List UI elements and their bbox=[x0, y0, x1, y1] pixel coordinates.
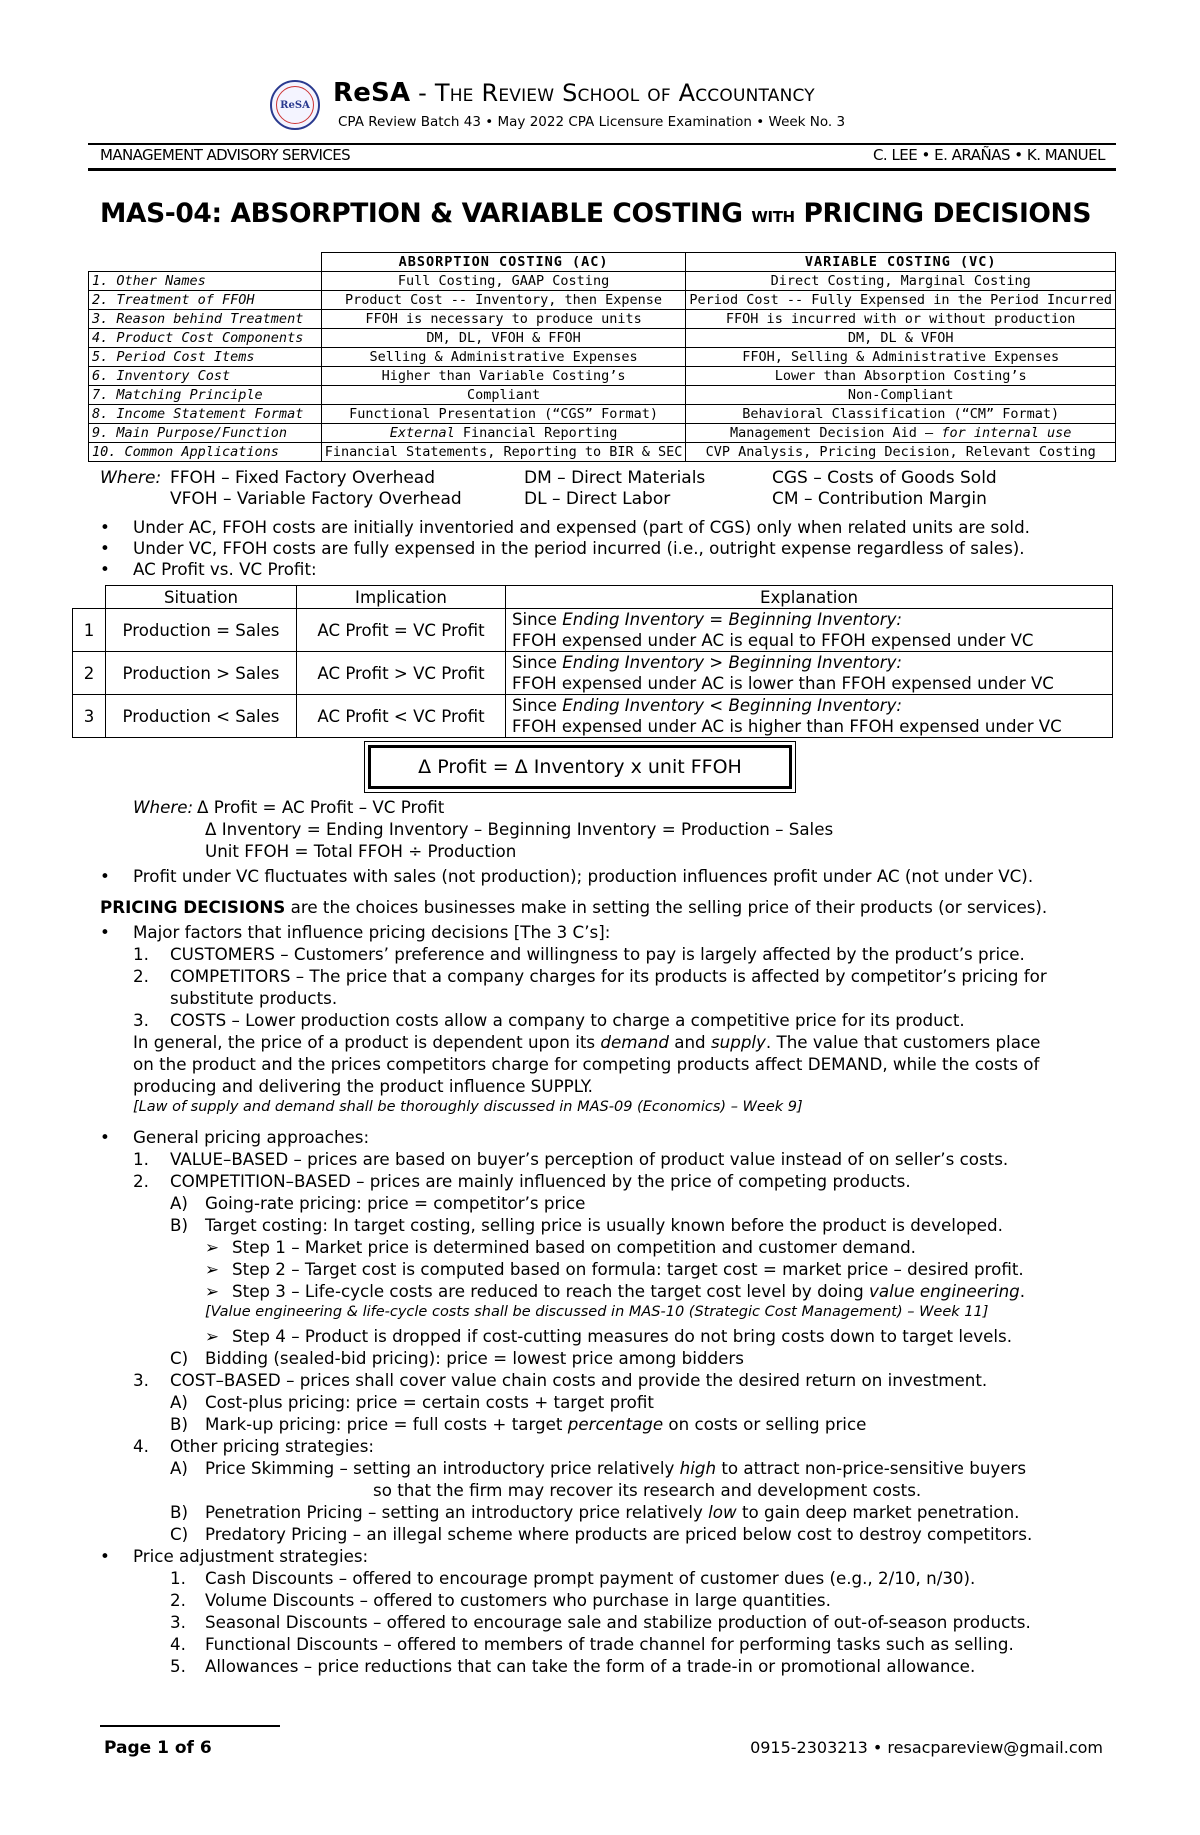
vc-cell: DM, DL & VFOH bbox=[686, 329, 1116, 348]
list-letter: C) bbox=[170, 1348, 189, 1368]
list-number: 3. bbox=[133, 1010, 149, 1030]
ac-text: Financial Reporting bbox=[454, 424, 618, 441]
bullet: • bbox=[100, 559, 110, 579]
bullet: • bbox=[100, 922, 110, 942]
list-letter: B) bbox=[170, 1215, 188, 1235]
where-label: Where: bbox=[133, 797, 194, 817]
bullet-text: Profit under VC fluctuates with sales (not production); production influences profit under AC (not under VC). bbox=[133, 866, 1034, 886]
situation-cell: Production < Sales bbox=[106, 695, 297, 738]
row-number: 2 bbox=[73, 652, 106, 695]
vc-cell bbox=[686, 424, 1116, 443]
paragraph-line bbox=[133, 1032, 1040, 1052]
bullet-text: General pricing approaches: bbox=[133, 1127, 370, 1147]
list-item: Volume Discounts – offered to customers who purchase in large quantities. bbox=[205, 1590, 831, 1610]
text: Step 3 – Life-cycle costs are reduced to reach the target cost level by doing bbox=[232, 1281, 870, 1301]
paragraph-line: on the product and the prices competitors charge for competing products affect DEMAND, while the costs of bbox=[133, 1054, 1040, 1074]
sub-item bbox=[205, 1458, 1026, 1478]
text: on costs or selling price bbox=[663, 1414, 867, 1434]
step-item: Step 1 – Market price is determined based on competition and customer demand. bbox=[232, 1237, 916, 1257]
sub-item: Bidding (sealed-bid pricing): price = lowest price among bidders bbox=[205, 1348, 744, 1368]
header-situation: Situation bbox=[106, 586, 297, 609]
list-number: 1. bbox=[133, 944, 149, 964]
bullet: • bbox=[100, 538, 110, 558]
legend-dl: DL – Direct Labor bbox=[524, 489, 671, 509]
list-item: COSTS – Lower production costs allow a company to charge a competitive price for its product. bbox=[170, 1010, 965, 1030]
row-label: 5. Period Cost Items bbox=[89, 348, 322, 367]
table-row bbox=[73, 652, 1113, 695]
title-part1: MAS-04: ABSORPTION & VARIABLE COSTING bbox=[100, 198, 752, 229]
list-letter: B) bbox=[170, 1502, 188, 1522]
page-title bbox=[100, 198, 1110, 229]
where-label: Where: bbox=[100, 468, 162, 488]
row-label: 1. Other Names bbox=[89, 272, 322, 291]
page-number: Page 1 of 6 bbox=[104, 1738, 212, 1758]
implication-cell: AC Profit > VC Profit bbox=[297, 652, 506, 695]
row-label: 7. Matching Principle bbox=[89, 386, 322, 405]
bullet-text: Under AC, FFOH costs are initially inventoried and expensed (part of CGS) only when related units are sold. bbox=[133, 517, 1030, 537]
bullet-text: Price adjustment strategies: bbox=[133, 1546, 369, 1566]
sub-item: Predatory Pricing – an illegal scheme where products are priced below cost to destroy competitors. bbox=[205, 1524, 1033, 1544]
table-row bbox=[89, 405, 1116, 424]
vc-cell: CVP Analysis, Pricing Decision, Relevant Costing bbox=[686, 443, 1116, 462]
explanation-text: FFOH expensed under AC is lower than FFOH expensed under VC bbox=[512, 674, 1054, 693]
list-letter: B) bbox=[170, 1414, 188, 1434]
row-number: 3 bbox=[73, 695, 106, 738]
ac-cell: Compliant bbox=[321, 386, 686, 405]
step-item bbox=[232, 1281, 1025, 1301]
row-label: 3. Reason behind Treatment bbox=[89, 310, 322, 329]
implication-cell: AC Profit = VC Profit bbox=[297, 609, 506, 652]
vc-text: Management Decision Aid – bbox=[729, 424, 942, 441]
vc-cell: Lower than Absorption Costing’s bbox=[686, 367, 1116, 386]
list-item: COMPETITION–BASED – prices are mainly influenced by the price of competing products. bbox=[170, 1171, 911, 1191]
explanation-cell bbox=[506, 652, 1113, 695]
list-number: 2. bbox=[170, 1590, 186, 1610]
text: . The value that customers place bbox=[765, 1032, 1041, 1052]
row-label: 10. Common Applications bbox=[89, 443, 322, 462]
list-letter: C) bbox=[170, 1524, 189, 1544]
list-number: 2. bbox=[133, 1171, 149, 1191]
arrow-icon: ➢ bbox=[205, 1259, 219, 1279]
contact-info: 0915-2303213 • resacpareview@gmail.com bbox=[750, 1738, 1103, 1757]
list-number: 4. bbox=[133, 1436, 149, 1456]
since-text: Since bbox=[512, 610, 563, 629]
since-text: Since bbox=[512, 696, 563, 715]
text: to gain deep market penetration. bbox=[736, 1502, 1020, 1522]
table-row bbox=[89, 367, 1116, 386]
bullet: • bbox=[100, 1546, 110, 1566]
ac-cell: Full Costing, GAAP Costing bbox=[321, 272, 686, 291]
footer-rule bbox=[100, 1725, 280, 1727]
header-implication: Implication bbox=[297, 586, 506, 609]
header-rule-top bbox=[88, 143, 1116, 145]
list-number: 1. bbox=[170, 1568, 186, 1588]
bullet-text: AC Profit vs. VC Profit: bbox=[133, 559, 317, 579]
list-item: COMPETITORS – The price that a company charges for its products is affected by competitor’s pricing for bbox=[170, 966, 1047, 986]
list-item: Functional Discounts – offered to members of trade channel for performing tasks such as selling. bbox=[205, 1634, 1014, 1654]
situation-cell: Production = Sales bbox=[106, 609, 297, 652]
legend-cgs: CGS – Costs of Goods Sold bbox=[772, 468, 997, 488]
bullet-text: Under VC, FFOH costs are fully expensed in the period incurred (i.e., outright expense regardless of sales). bbox=[133, 538, 1025, 558]
explanation-text: FFOH expensed under AC is higher than FFOH expensed under VC bbox=[512, 717, 1062, 736]
brand-title bbox=[333, 78, 815, 108]
text: and bbox=[668, 1032, 711, 1052]
list-number: 4. bbox=[170, 1634, 186, 1654]
row-label: 4. Product Cost Components bbox=[89, 329, 322, 348]
legend-cm: CM – Contribution Margin bbox=[772, 489, 987, 509]
arrow-icon: ➢ bbox=[205, 1326, 219, 1346]
list-item-cont: substitute products. bbox=[170, 988, 338, 1008]
text: In general, the price of a product is dependent upon its bbox=[133, 1032, 601, 1052]
vc-cell: FFOH is incurred with or without production bbox=[686, 310, 1116, 329]
row-label: 9. Main Purpose/Function bbox=[89, 424, 322, 443]
bullet: • bbox=[100, 866, 110, 886]
text-italic: low bbox=[708, 1502, 737, 1522]
list-number: 5. bbox=[170, 1656, 186, 1676]
table-row bbox=[89, 329, 1116, 348]
table-row bbox=[89, 443, 1116, 462]
list-item: Other pricing strategies: bbox=[170, 1436, 375, 1456]
title-with: WITH bbox=[751, 208, 795, 226]
list-number: 1. bbox=[133, 1149, 149, 1169]
explanation-cell bbox=[506, 695, 1113, 738]
condition-text: Ending Inventory < Beginning Inventory: bbox=[562, 696, 903, 715]
condition-text: Ending Inventory = Beginning Inventory: bbox=[562, 610, 903, 629]
subject-label: MANAGEMENT ADVISORY SERVICES bbox=[100, 146, 351, 164]
resa-logo bbox=[270, 80, 320, 130]
sub-item bbox=[205, 1414, 866, 1434]
table-row bbox=[89, 348, 1116, 367]
note-line: [Value engineering & life-cycle costs shall be discussed in MAS-10 (Strategic Cost Management) – Week 11] bbox=[205, 1304, 989, 1320]
bullet: • bbox=[100, 1127, 110, 1147]
sub-item bbox=[205, 1502, 1020, 1522]
since-text: Since bbox=[512, 653, 563, 672]
text: Price Skimming – setting an introductory price relatively bbox=[205, 1458, 680, 1478]
table-row bbox=[89, 272, 1116, 291]
sub-item: Going-rate pricing: price = competitor’s price bbox=[205, 1193, 586, 1213]
text-italic: value engineering bbox=[869, 1281, 1020, 1301]
blank-header bbox=[73, 586, 106, 609]
situation-cell: Production > Sales bbox=[106, 652, 297, 695]
list-item: Cash Discounts – offered to encourage prompt payment of customer dues (e.g., 2/10, n/30). bbox=[205, 1568, 976, 1588]
note-line: [Law of supply and demand shall be thoroughly discussed in MAS-09 (Economics) – Week 9] bbox=[133, 1099, 803, 1115]
sub-item: Target costing: In target costing, selling price is usually known before the product is developed. bbox=[205, 1215, 1003, 1235]
legend-dm: DM – Direct Materials bbox=[524, 468, 706, 488]
legend-vfoh: VFOH – Variable Factory Overhead bbox=[170, 489, 462, 509]
pricing-intro bbox=[100, 897, 1047, 917]
explanation-cell bbox=[506, 609, 1113, 652]
formula-def-2: Δ Inventory = Ending Inventory – Beginning Inventory = Production – Sales bbox=[205, 819, 834, 839]
header-absorption: ABSORPTION COSTING (AC) bbox=[321, 253, 686, 272]
brand-rest: - The Review School of Accountancy bbox=[410, 79, 815, 107]
ac-cell: Financial Statements, Reporting to BIR & SEC bbox=[321, 443, 686, 462]
table-row bbox=[89, 291, 1116, 310]
header-rule-bottom bbox=[88, 168, 1116, 171]
delta-profit-formula: Δ Profit = Δ Inventory x unit FFOH bbox=[368, 745, 792, 789]
list-item: Seasonal Discounts – offered to encourage sale and stabilize production of out-of-season products. bbox=[205, 1612, 1031, 1632]
condition-text: Ending Inventory > Beginning Inventory: bbox=[562, 653, 903, 672]
sub-item-cont: so that the firm may recover its research and development costs. bbox=[373, 1480, 922, 1500]
table-row bbox=[73, 609, 1113, 652]
list-letter: A) bbox=[170, 1193, 188, 1213]
list-item: VALUE–BASED – prices are based on buyer’s perception of product value instead of on seller’s costs. bbox=[170, 1149, 1009, 1169]
header-explanation: Explanation bbox=[506, 586, 1113, 609]
row-label: 8. Income Statement Format bbox=[89, 405, 322, 424]
explanation-text: FFOH expensed under AC is equal to FFOH expensed under VC bbox=[512, 631, 1034, 650]
vc-cell: FFOH, Selling & Administrative Expenses bbox=[686, 348, 1116, 367]
authors-label: C. LEE • E. ARAÑAS • K. MANUEL bbox=[872, 146, 1105, 164]
row-label: 2. Treatment of FFOH bbox=[89, 291, 322, 310]
step-item: Step 2 – Target cost is computed based on formula: target cost = market price – desired profit. bbox=[232, 1259, 1024, 1279]
header-variable: VARIABLE COSTING (VC) bbox=[686, 253, 1116, 272]
costing-comparison-table bbox=[88, 252, 1116, 462]
text: to attract non-price-sensitive buyers bbox=[716, 1458, 1027, 1478]
row-number: 1 bbox=[73, 609, 106, 652]
brand-subtitle: CPA Review Batch 43 • May 2022 CPA Licensure Examination • Week No. 3 bbox=[338, 114, 846, 130]
brand-resa: ReSA bbox=[333, 78, 411, 108]
legend-ffoh: FFOH – Fixed Factory Overhead bbox=[170, 468, 436, 488]
title-part2: PRICING DECISIONS bbox=[794, 198, 1092, 229]
blank-header bbox=[89, 253, 322, 272]
profit-comparison-table bbox=[72, 585, 1113, 738]
ac-italic: External bbox=[389, 424, 455, 441]
list-letter: A) bbox=[170, 1458, 188, 1478]
list-item: COST–BASED – prices shall cover value chain costs and provide the desired return on investment. bbox=[170, 1370, 988, 1390]
text: . bbox=[1019, 1281, 1026, 1301]
ac-cell: FFOH is necessary to produce units bbox=[321, 310, 686, 329]
text: Penetration Pricing – setting an introductory price relatively bbox=[205, 1502, 709, 1522]
table-header-row bbox=[73, 586, 1113, 609]
logo-text: ReSA bbox=[276, 86, 314, 124]
list-number: 3. bbox=[133, 1370, 149, 1390]
text: Mark-up pricing: price = full costs + target bbox=[205, 1414, 568, 1434]
table-row bbox=[89, 424, 1116, 443]
sub-item: Cost-plus pricing: price = certain costs + target profit bbox=[205, 1392, 654, 1412]
formula-def-3: Unit FFOH = Total FFOH ÷ Production bbox=[205, 841, 517, 861]
list-number: 3. bbox=[170, 1612, 186, 1632]
bullet-text: Major factors that influence pricing decisions [The 3 C’s]: bbox=[133, 922, 611, 942]
vc-cell: Behavioral Classification (“CM” Format) bbox=[686, 405, 1116, 424]
step-item: Step 4 – Product is dropped if cost-cutting measures do not bring costs down to target levels. bbox=[232, 1326, 1013, 1346]
ac-cell: Product Cost -- Inventory, then Expense bbox=[321, 291, 686, 310]
pricing-intro-text: are the choices businesses make in setting the selling price of their products (or services). bbox=[285, 897, 1048, 917]
arrow-icon: ➢ bbox=[205, 1237, 219, 1257]
ac-cell: Selling & Administrative Expenses bbox=[321, 348, 686, 367]
pricing-heading: PRICING DECISIONS bbox=[100, 897, 286, 917]
table-header-row bbox=[89, 253, 1116, 272]
text-italic: demand bbox=[600, 1032, 669, 1052]
vc-italic: for internal use bbox=[941, 424, 1072, 441]
ac-cell: Functional Presentation (“CGS” Format) bbox=[321, 405, 686, 424]
arrow-icon: ➢ bbox=[205, 1281, 219, 1301]
text-italic: supply bbox=[710, 1032, 766, 1052]
paragraph-line: producing and delivering the product influence SUPPLY. bbox=[133, 1076, 593, 1096]
vc-cell: Direct Costing, Marginal Costing bbox=[686, 272, 1116, 291]
ac-cell: Higher than Variable Costing’s bbox=[321, 367, 686, 386]
table-row bbox=[89, 386, 1116, 405]
bullet: • bbox=[100, 517, 110, 537]
list-item: Allowances – price reductions that can take the form of a trade-in or promotional allowance. bbox=[205, 1656, 976, 1676]
ac-cell: DM, DL, VFOH & FFOH bbox=[321, 329, 686, 348]
implication-cell: AC Profit < VC Profit bbox=[297, 695, 506, 738]
row-label: 6. Inventory Cost bbox=[89, 367, 322, 386]
vc-cell: Non-Compliant bbox=[686, 386, 1116, 405]
text-italic: high bbox=[679, 1458, 717, 1478]
table-row bbox=[89, 310, 1116, 329]
list-number: 2. bbox=[133, 966, 149, 986]
list-letter: A) bbox=[170, 1392, 188, 1412]
text-italic: percentage bbox=[567, 1414, 664, 1434]
ac-cell bbox=[321, 424, 686, 443]
list-item: CUSTOMERS – Customers’ preference and willingness to pay is largely affected by the product’s price. bbox=[170, 944, 1025, 964]
table-row bbox=[73, 695, 1113, 738]
vc-cell: Period Cost -- Fully Expensed in the Period Incurred bbox=[686, 291, 1116, 310]
formula-def-1: Δ Profit = AC Profit – VC Profit bbox=[197, 797, 445, 817]
